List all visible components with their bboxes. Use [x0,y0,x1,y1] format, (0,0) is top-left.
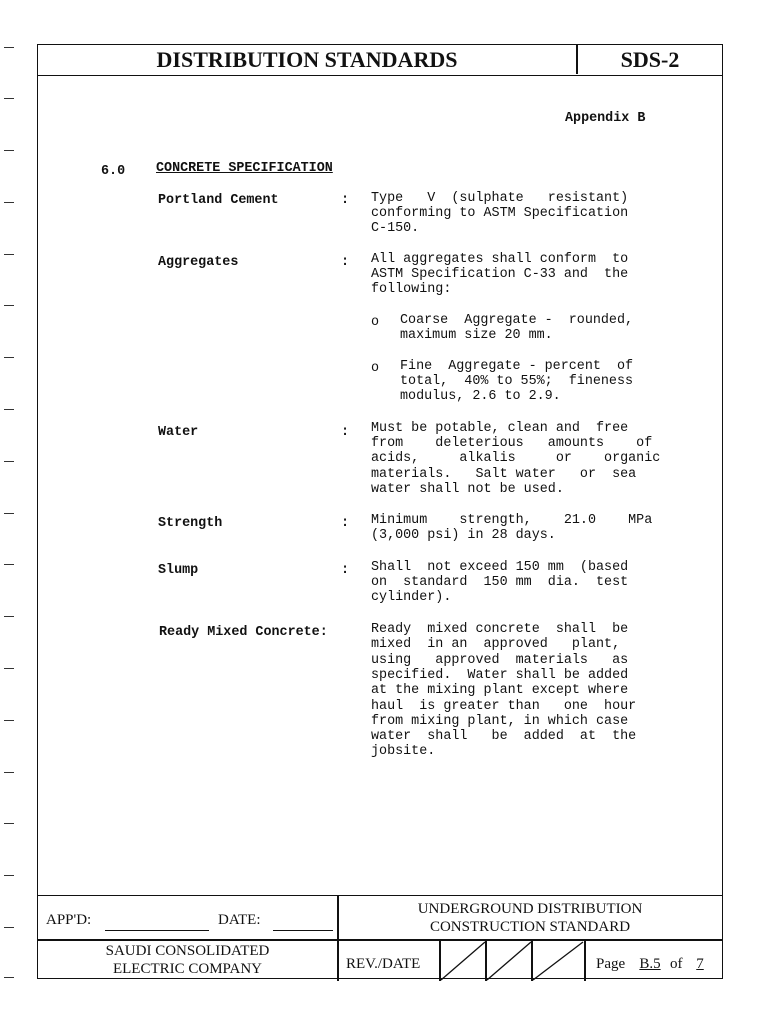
margin-tick [4,357,14,358]
spec-text-line: C-150. [371,221,420,236]
page-number: B.5 [639,956,661,972]
spec-label: Portland Cement [158,193,279,208]
spec-text-line: at the mixing plant except where [371,683,629,698]
header-code: SDS-2 [620,47,680,72]
company-name [38,942,337,978]
bullet-mark: o [371,361,380,376]
margin-tick [4,47,14,48]
title-block-row-divider [38,939,722,941]
spec-separator: : [341,563,350,578]
bullet-text-line: maximum size 20 mm. [400,328,553,343]
spec-text-line: Ready mixed concrete shall be [371,622,629,637]
date-line [273,930,333,931]
spec-label: Water [158,425,199,440]
spec-text-line: Must be potable, clean and free [371,421,629,436]
spec-text-line: materials. Salt water or sea [371,467,637,482]
date-label: DATE: [218,912,261,928]
spec-text-line: from mixing plant, in which case [371,714,629,729]
spec-text-line: Minimum strength, 21.0 MPa [371,513,653,528]
margin-tick [4,254,14,255]
company-name-line: ELECTRIC COMPANY [112,961,263,977]
spec-text-line: water shall not be used. [371,482,564,497]
spec-text-line: conforming to ASTM Specification [371,206,629,221]
page-header [38,45,722,76]
margin-tick [4,461,14,462]
spec-text-line: from deleterious amounts of [371,436,653,451]
company-name-line: SAUDI CONSOLIDATED [105,943,270,959]
page-label: Page [596,956,626,972]
appendix-label: Appendix B [565,111,646,126]
spec-separator: : [341,193,350,208]
spec-text-line: ASTM Specification C-33 and the [371,267,629,282]
spec-text-line: on standard 150 mm dia. test [371,575,629,590]
spec-text-line: following: [371,282,452,297]
spec-text-line: All aggregates shall conform to [371,252,629,267]
bullet-text-line: total, 40% to 55%; fineness [400,374,634,389]
margin-tick [4,977,14,978]
margin-tick [4,772,14,773]
spec-text-line: cylinder). [371,590,452,605]
spec-text-line: haul is greater than one hour [371,699,637,714]
section-title: CONCRETE SPECIFICATION [156,161,333,176]
spec-label: Slump [158,563,199,578]
document-title-line: UNDERGROUND DISTRIBUTION [417,901,643,917]
document-title [338,900,722,936]
bullet-text-line: Coarse Aggregate - rounded, [400,313,634,328]
total-pages: 7 [696,956,704,972]
margin-tick [4,409,14,410]
margin-tick [4,720,14,721]
document-title-line: CONSTRUCTION STANDARD [429,919,631,935]
revision-label: REV./DATE [346,956,421,972]
spec-text-line: using approved materials as [371,653,629,668]
margin-tick [4,98,14,99]
margin-tick [4,875,14,876]
margin-tick [4,305,14,306]
bullet-text-line: modulus, 2.6 to 2.9. [400,389,561,404]
revision-slash [441,942,485,980]
spec-separator: : [341,516,350,531]
title-block [38,895,722,980]
revision-slash [533,942,583,980]
spec-text-line: mixed in an approved plant, [371,637,621,652]
margin-tick [4,513,14,514]
spec-text-line: Shall not exceed 150 mm (based [371,560,629,575]
margin-tick [4,150,14,151]
margin-tick [4,668,14,669]
spec-label: Strength [158,516,223,531]
approved-label: APP'D: [46,912,92,928]
revision-boxes [439,940,585,981]
margin-tick [4,564,14,565]
approved-signature-line [105,930,209,931]
margin-tick [4,616,14,617]
spec-text-line: water shall be added at the [371,729,637,744]
spec-text-line: acids, alkalis or organic [371,451,661,466]
spec-text-line: Type V (sulphate resistant) [371,191,629,206]
bullet-mark: o [371,315,380,330]
margin-tick [4,202,14,203]
revision-slash [487,942,531,980]
of-label: of [670,956,683,972]
spec-separator: : [341,255,350,270]
margin-tick [4,927,14,928]
spec-text-line: jobsite. [371,744,436,759]
spec-text-line: (3,000 psi) in 28 days. [371,528,556,543]
bullet-text-line: Fine Aggregate - percent of [400,359,634,374]
section-number: 6.0 [101,164,126,179]
page-frame [37,44,723,979]
spec-separator: : [341,425,350,440]
header-title: DISTRIBUTION STANDARDS [156,47,458,72]
margin-tick [4,823,14,824]
spec-text-line: specified. Water shall be added [371,668,629,683]
spec-label: Ready Mixed Concrete: [159,625,328,640]
spec-label: Aggregates [158,255,239,270]
